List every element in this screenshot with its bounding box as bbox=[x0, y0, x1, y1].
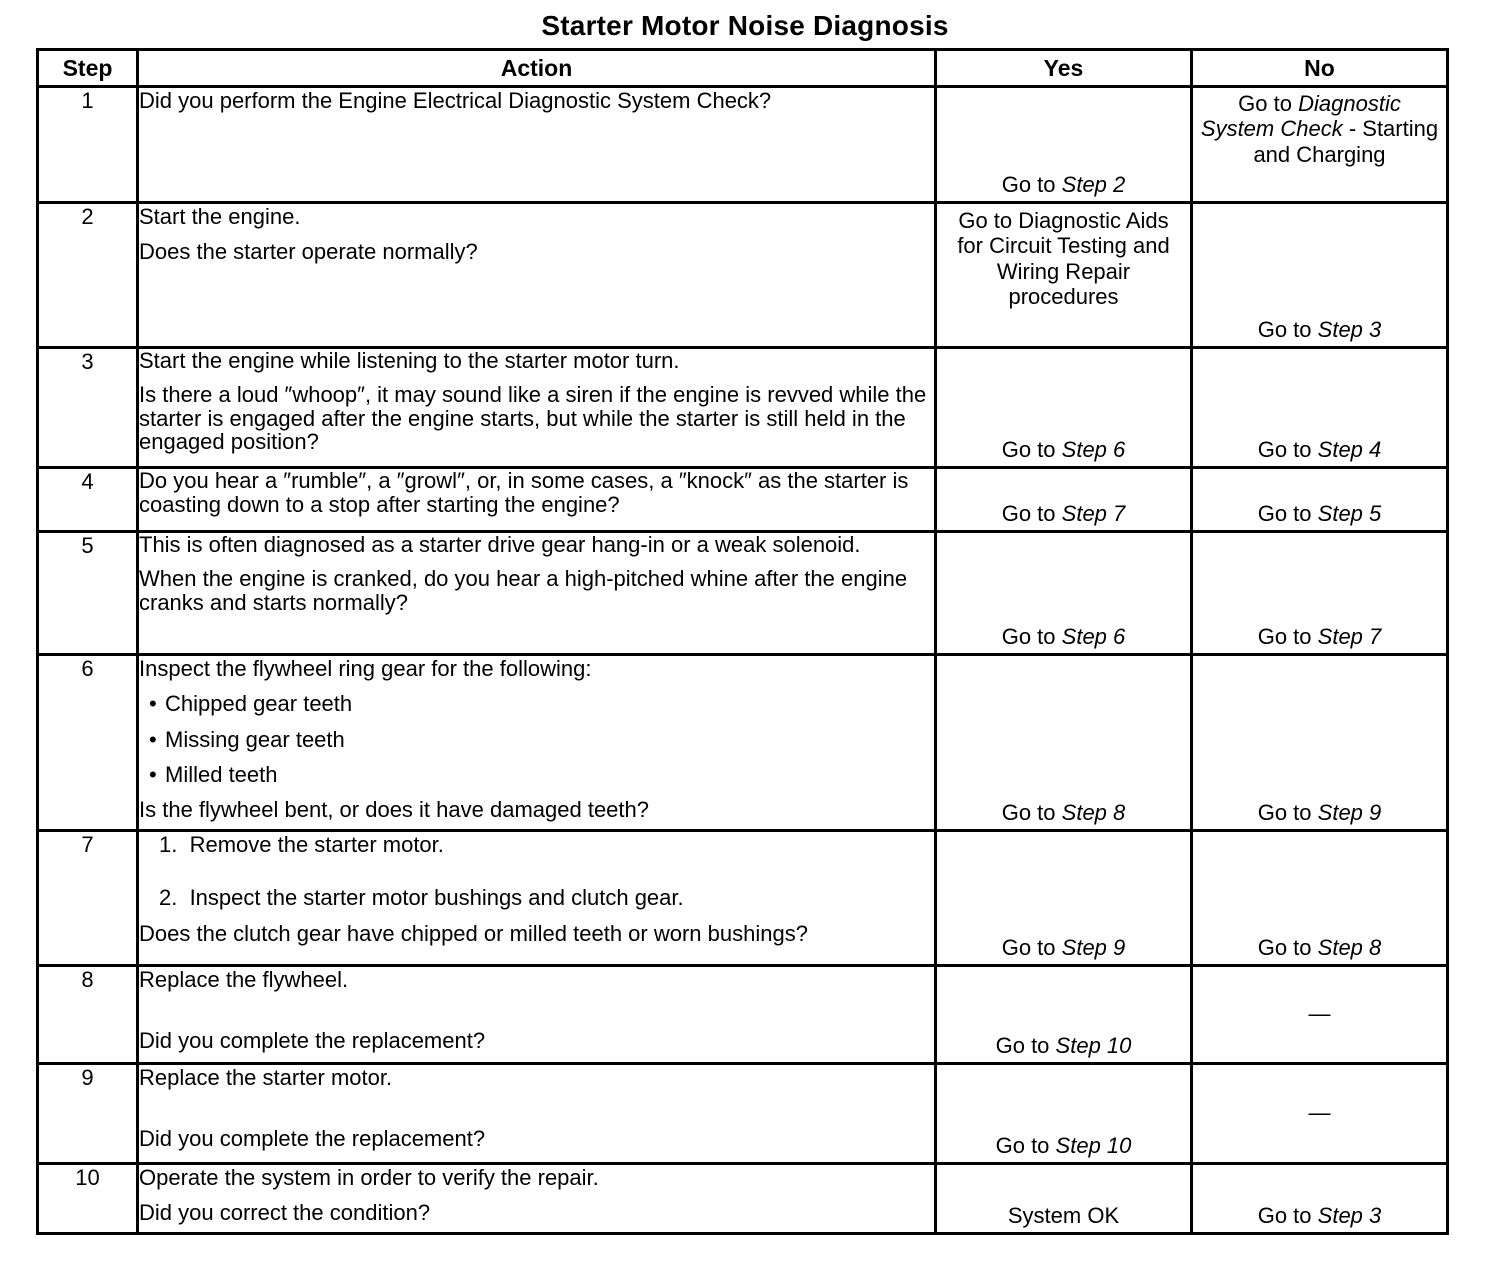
action-cell bbox=[138, 655, 936, 831]
yes-goto[interactable]: Go to Step 7 bbox=[1001, 500, 1126, 526]
table-row bbox=[38, 1064, 1448, 1164]
action-question: Does the clutch gear have chipped or milled teeth or worn bushings? bbox=[139, 920, 808, 946]
yes-cell bbox=[936, 87, 1192, 203]
yes-goto[interactable]: Go to Step 2 bbox=[1001, 171, 1126, 197]
step-number: 10 bbox=[38, 1164, 138, 1234]
list-item: 2. Inspect the starter motor bushings and clutch gear. bbox=[159, 885, 684, 911]
step-number: 5 bbox=[38, 532, 138, 655]
step-number: 6 bbox=[38, 655, 138, 831]
no-cell bbox=[1192, 966, 1448, 1064]
list-item: 1. Remove the starter motor. bbox=[159, 832, 444, 857]
no-cell bbox=[1192, 1164, 1448, 1234]
action-cell bbox=[138, 1164, 936, 1234]
no-goto[interactable]: Go to Step 7 bbox=[1257, 623, 1382, 649]
action-question: Is there a loud ″whoop″, it may sound like a siren if the engine is revved while the starter is engaged after the engine starts, but while the starter is still held in the engaged position? bbox=[139, 381, 927, 455]
action-question: Did you complete the replacement? bbox=[139, 1126, 486, 1152]
table-row bbox=[38, 831, 1448, 966]
no-cell bbox=[1192, 1064, 1448, 1164]
action-text: Operate the system in order to verify the repair. bbox=[139, 1165, 599, 1190]
table-row bbox=[38, 966, 1448, 1064]
yes-cell bbox=[936, 966, 1192, 1064]
step-number: 7 bbox=[38, 831, 138, 966]
yes-goto[interactable]: Go to Step 10 bbox=[995, 1132, 1132, 1158]
action-cell bbox=[138, 348, 936, 468]
action-cell bbox=[138, 1064, 936, 1164]
no-cell bbox=[1192, 468, 1448, 532]
action-cell bbox=[138, 966, 936, 1064]
action-question: Did you complete the replacement? bbox=[139, 1028, 486, 1054]
yes-goto[interactable]: Go to Step 6 bbox=[1001, 436, 1126, 462]
yes-cell bbox=[936, 203, 1192, 348]
action-cell bbox=[138, 203, 936, 348]
page-title: Starter Motor Noise Diagnosis bbox=[541, 10, 949, 41]
action-text: Did you perform the Engine Electrical Diagnostic System Check? bbox=[139, 88, 772, 113]
action-cell bbox=[138, 831, 936, 966]
action-text: Inspect the flywheel ring gear for the following: bbox=[139, 656, 592, 681]
yes-goto[interactable]: Go to Step 9 bbox=[1001, 934, 1126, 960]
action-cell bbox=[138, 532, 936, 655]
yes-cell bbox=[936, 1164, 1192, 1234]
action-text: Do you hear a ″rumble″, a ″growl″, or, in some cases, a ″knock″ as the starter is coasting down to a stop after starting the engine? bbox=[139, 468, 909, 517]
no-dash: — bbox=[1308, 1000, 1331, 1026]
no-goto[interactable]: Go to Step 9 bbox=[1257, 799, 1382, 825]
step-number: 1 bbox=[38, 87, 138, 203]
list-spacer bbox=[139, 857, 934, 885]
diagnosis-table bbox=[36, 48, 1449, 1235]
table-row bbox=[38, 348, 1448, 468]
no-goto[interactable]: Go to Diagnostic System Check - Starting and Charging bbox=[1200, 91, 1439, 167]
no-goto[interactable]: Go to Step 3 bbox=[1257, 1202, 1382, 1228]
yes-cell bbox=[936, 348, 1192, 468]
action-cell bbox=[138, 87, 936, 203]
step-number: 4 bbox=[38, 468, 138, 532]
header-action: Action bbox=[138, 50, 936, 87]
action-text: Start the engine. bbox=[139, 204, 301, 229]
table-row bbox=[38, 655, 1448, 831]
header-yes: Yes bbox=[936, 50, 1192, 87]
table-row bbox=[38, 468, 1448, 532]
no-cell bbox=[1192, 532, 1448, 655]
no-goto[interactable]: Go to Step 4 bbox=[1257, 436, 1382, 462]
yes-goto[interactable]: Go to Step 6 bbox=[1001, 623, 1126, 649]
numbered-list bbox=[139, 832, 934, 911]
action-text: Replace the flywheel. bbox=[139, 967, 349, 992]
header-row bbox=[38, 50, 1448, 87]
action-question: When the engine is cranked, do you hear a high-pitched whine after the engine cranks and starts normally? bbox=[139, 565, 908, 615]
no-dash: — bbox=[1308, 1099, 1331, 1125]
action-text: This is often diagnosed as a starter drive gear hang-in or a weak solenoid. bbox=[139, 532, 861, 557]
step-number: 3 bbox=[38, 348, 138, 468]
no-cell bbox=[1192, 655, 1448, 831]
yes-cell bbox=[936, 831, 1192, 966]
yes-goto[interactable]: Go to Step 10 bbox=[995, 1032, 1132, 1058]
yes-cell bbox=[936, 532, 1192, 655]
list-item: • Chipped gear teeth bbox=[139, 691, 934, 716]
no-cell bbox=[1192, 348, 1448, 468]
step-number: 9 bbox=[38, 1064, 138, 1164]
yes-cell bbox=[936, 1064, 1192, 1164]
action-question: Does the starter operate normally? bbox=[139, 239, 478, 265]
table-row bbox=[38, 532, 1448, 655]
action-cell bbox=[138, 468, 936, 532]
no-goto[interactable]: Go to Step 3 bbox=[1257, 316, 1382, 342]
action-text: Start the engine while listening to the starter motor turn. bbox=[139, 348, 680, 373]
table-row bbox=[38, 203, 1448, 348]
yes-cell bbox=[936, 655, 1192, 831]
yes-goto[interactable]: Go to Step 8 bbox=[1001, 799, 1126, 825]
step-number: 8 bbox=[38, 966, 138, 1064]
header-no: No bbox=[1192, 50, 1448, 87]
table-row bbox=[38, 87, 1448, 203]
list-item: • Milled teeth bbox=[139, 762, 934, 787]
yes-cell bbox=[936, 468, 1192, 532]
action-question: Did you correct the condition? bbox=[139, 1200, 431, 1226]
header-step: Step bbox=[38, 50, 138, 87]
no-goto[interactable]: Go to Step 5 bbox=[1257, 500, 1382, 526]
list-item: • Missing gear teeth bbox=[139, 727, 934, 752]
yes-goto[interactable]: Go to Diagnostic Aids for Circuit Testing and Wiring Repair procedures bbox=[957, 208, 1170, 309]
no-goto[interactable]: Go to Step 8 bbox=[1257, 934, 1382, 960]
no-cell bbox=[1192, 831, 1448, 966]
action-question: Is the flywheel bent, or does it have damaged teeth? bbox=[139, 797, 649, 823]
yes-goto[interactable]: System OK bbox=[1007, 1202, 1120, 1228]
table-row bbox=[38, 1164, 1448, 1234]
no-cell bbox=[1192, 203, 1448, 348]
no-cell bbox=[1192, 87, 1448, 203]
bullet-list bbox=[139, 691, 934, 787]
action-text: Replace the starter motor. bbox=[139, 1065, 393, 1090]
step-number: 2 bbox=[38, 203, 138, 348]
